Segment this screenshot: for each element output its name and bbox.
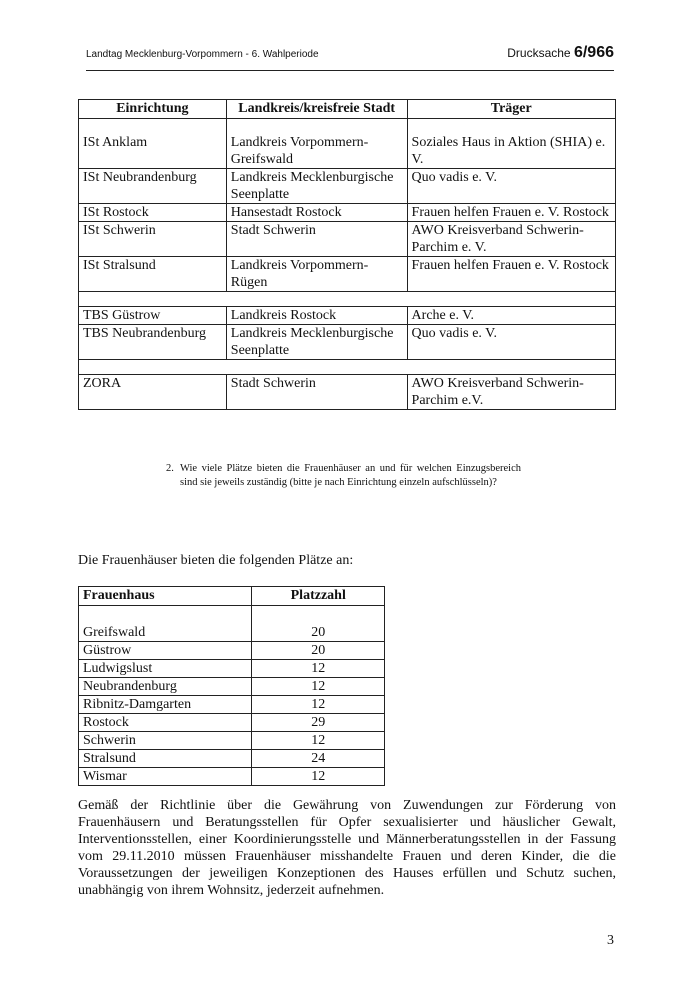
table-cell: TBS Güstrow [79,307,227,325]
table-cell: TBS Neubrandenburg [79,325,227,360]
question-text: Wie viele Plätze bieten die Frauenhäuser an und für welchen Einzugsbereich sind sie jeweils zuständig (bitte je nach Einrichtung einzeln aufschlüsseln)? [180,463,521,488]
table-cell: Arche e. V. [407,307,615,325]
table-cell: Greifswald [79,606,252,642]
table-row [79,714,385,732]
table-cell: Quo vadis e. V. [407,325,615,360]
table-cell: 20 [252,606,385,642]
table-row [79,325,616,360]
table-cell: Soziales Haus in Aktion (SHIA) e. V. [407,119,615,169]
column-header: Landkreis/kreisfreie Stadt [226,100,407,119]
table-row [79,660,385,678]
shelter-capacity-table [78,586,385,786]
table-cell: 20 [252,642,385,660]
table-cell: ISt Schwerin [79,222,227,257]
page-header [86,40,614,71]
table-row [79,204,616,222]
table-row [79,375,616,410]
table-row [79,750,385,768]
table-cell: Neubrandenburg [79,678,252,696]
table-row [79,642,385,660]
table-cell: Frauen helfen Frauen e. V. Rostock [407,257,615,292]
table-row [79,696,385,714]
table-cell: ISt Neubrandenburg [79,169,227,204]
table-cell: 12 [252,696,385,714]
column-header: Einrichtung [79,100,227,119]
table-row [79,257,616,292]
table-spacer-row [79,360,616,375]
page-number: 3 [607,933,614,948]
column-header: Frauenhaus [79,587,252,606]
column-header: Träger [407,100,615,119]
table-row [79,307,616,325]
table-cell: Hansestadt Rostock [226,204,407,222]
table-spacer-row [79,292,616,307]
table-header-row [79,100,616,119]
column-header: Platzzahl [252,587,385,606]
table-cell: Landkreis Vorpommern-Rügen [226,257,407,292]
header-parliament: Landtag Mecklenburg-Vorpommern - 6. Wahlperiode [86,49,319,60]
table-cell: ISt Anklam [79,119,227,169]
header-doc-number: 6/966 [573,44,614,61]
table-cell: Stadt Schwerin [226,375,407,410]
table-cell: Landkreis Vorpommern-Greifswald [226,119,407,169]
question-number: 2. [166,463,174,474]
table-cell: Stralsund [79,750,252,768]
table-cell: Güstrow [79,642,252,660]
table-cell: 12 [252,732,385,750]
table-row [79,732,385,750]
table-cell: ISt Stralsund [79,257,227,292]
header-document-number [507,44,614,62]
table-cell: Ludwigslust [79,660,252,678]
table-cell: Ribnitz-Damgarten [79,696,252,714]
table-cell: Rostock [79,714,252,732]
table-row [79,678,385,696]
table-row [79,169,616,204]
table-cell: AWO Kreisverband Schwerin-Parchim e. V. [407,222,615,257]
table-cell: Landkreis Mecklenburgische Seenplatte [226,169,407,204]
table-cell: 12 [252,660,385,678]
body-paragraph: Gemäß der Richtlinie über die Gewährung von Zuwendungen zur Förderung von Frauenhäusern und Beratungsstellen für Opfer sexualisierter und häuslicher Gewalt, Interventionsstellen, einer Koordinierungsstelle und Männerberatungsstellen in der Fassung vom 29.11.2010 müssen Frauenhäuser misshandelte Frauen und deren Kinder, die die Voraussetzungen der jeweiligen Konzeptionen des Hauses erfüllen und Schutz suchen, unabhängig von ihrem Wohnsitz, jederzeit aufnehmen. [78,798,616,898]
table-header-row [79,587,385,606]
table-cell: 29 [252,714,385,732]
table-row [79,119,616,169]
table-cell: Wismar [79,768,252,786]
table-cell: 24 [252,750,385,768]
institutions-table [78,99,616,410]
table-cell: AWO Kreisverband Schwerin-Parchim e.V. [407,375,615,410]
table-cell: ISt Rostock [79,204,227,222]
table-cell: Schwerin [79,732,252,750]
table-row [79,768,385,786]
table-row [79,606,385,642]
intro-text: Die Frauenhäuser bieten die folgenden Plätze an: [78,553,354,568]
table-cell: Landkreis Rostock [226,307,407,325]
table-cell: Stadt Schwerin [226,222,407,257]
question-block [166,462,521,489]
table-cell: Landkreis Mecklenburgische Seenplatte [226,325,407,360]
table-cell: ZORA [79,375,227,410]
table-row [79,222,616,257]
header-doc-label: Drucksache [507,46,574,60]
table-cell: 12 [252,768,385,786]
table-cell: Quo vadis e. V. [407,169,615,204]
table-cell: 12 [252,678,385,696]
table-cell: Frauen helfen Frauen e. V. Rostock [407,204,615,222]
